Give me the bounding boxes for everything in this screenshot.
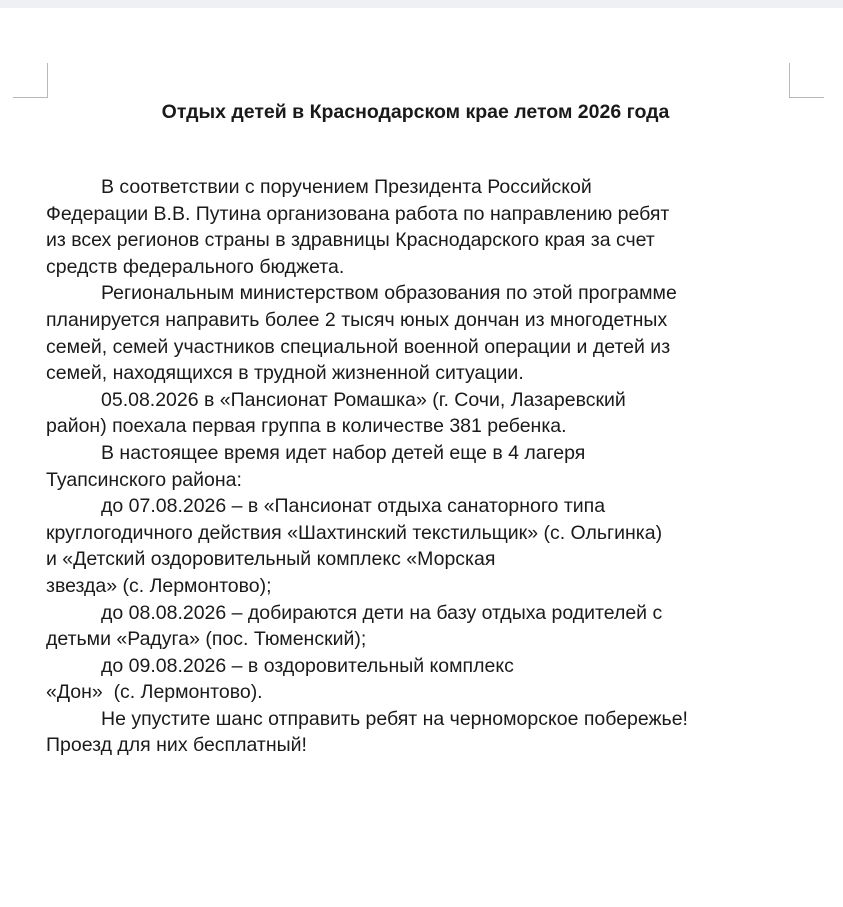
document-text-line: из всех регионов страны в здравницы Краснодарского края за счет <box>46 229 655 252</box>
document-text-line: «Дон» (с. Лермонтово). <box>46 681 263 704</box>
document-text-line: до 07.08.2026 – в «Пансионат отдыха санаторного типа <box>101 495 606 518</box>
document-text-line: В соответствии с поручением Президента Российской <box>101 176 592 198</box>
document-text-line: Проезд для них бесплатный! <box>46 734 307 757</box>
document-text-line: круглогодичного действия «Шахтинский текстильщик» (с. Ольгинка) <box>46 521 663 544</box>
document-text-line: до 09.08.2026 – в оздоровительный комплекс <box>101 654 514 677</box>
document-text-line: Не упустите шанс отправить ребят на черноморское побережье! <box>101 707 688 730</box>
document-text-line: Федерации В.В. Путина организована работа по направлению ребят <box>46 202 670 225</box>
document-text-line: 05.08.2026 в «Пансионат Ромашка» (г. Сочи, Лазаревский <box>101 388 626 411</box>
document-text-line: район) поехала первая группа в количестве 381 ребенка. <box>46 415 567 438</box>
top-toolbar-strip <box>0 0 843 8</box>
document-text-line: средств федерального бюджета. <box>46 255 345 278</box>
document-text-line: детьми «Радуга» (пос. Тюменский); <box>46 628 367 651</box>
document-text-line: до 08.08.2026 – добираются дети на базу отдыха родителей с <box>101 601 663 624</box>
document-text-line: и «Детский оздоровительный комплекс «Морская <box>46 548 496 571</box>
page-margin-corner-top-right <box>789 63 824 98</box>
document-text-line: семей, находящихся в трудной жизненной ситуации. <box>46 362 524 385</box>
document-text-line: Туапсинского района: <box>46 468 242 491</box>
document-text-line: планируется направить более 2 тысяч юных дончан из многодетных <box>46 308 668 331</box>
page-margin-corner-top-left <box>13 63 48 98</box>
document-text-line: Региональным министерством образования по этой программе <box>101 282 677 305</box>
document-text-line: семей, семей участников специальной военной операции и детей из <box>46 335 671 358</box>
document-title: Отдых детей в Краснодарском крае летом 2026 года <box>161 101 670 123</box>
document-text-line: звезда» (с. Лермонтово); <box>46 574 272 597</box>
document-body <box>46 174 831 759</box>
document-text-line: В настоящее время идет набор детей еще в 4 лагеря <box>101 441 586 464</box>
